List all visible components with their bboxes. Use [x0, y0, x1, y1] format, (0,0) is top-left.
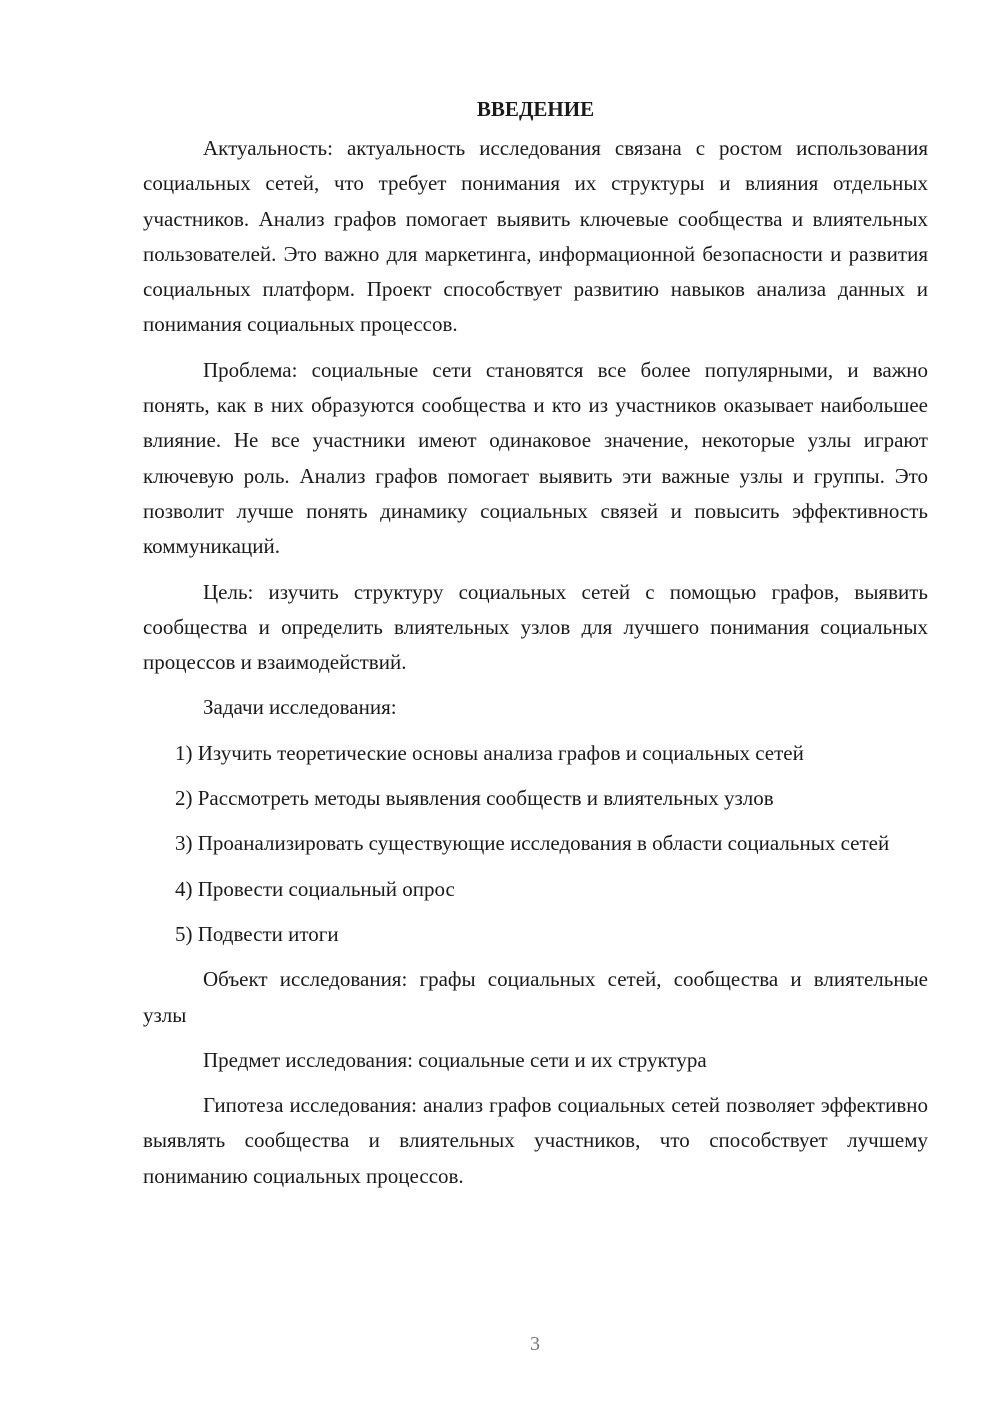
paragraph-object: Объект исследования: графы социальных сетей, сообщества и влиятельные узлы: [143, 967, 928, 1027]
paragraph-relevance: Актуальность: актуальность исследования связана с ростом использования социальных сетей, что требует понимания их структуры и влияния отдельных участников. Анализ графов помогает выявить ключевые сообщества и влиятельных пользователей. Это важно для маркетинга, информационной безопасности и развития социальных платформ. Проект способствует развитию навыков анализа данных и понимания социальных процессов.: [143, 136, 928, 337]
document-page: [143, 92, 928, 1204]
task-item: 5) Подвести итоги: [175, 921, 339, 946]
task-item: 2) Рассмотреть методы выявления сообществ и влиятельных узлов: [175, 786, 774, 811]
task-item: 1) Изучить теоретические основы анализа графов и социальных сетей: [175, 740, 804, 765]
task-item: 4) Провести социальный опрос: [175, 876, 455, 901]
page-title: ВВЕДЕНИЕ: [476, 97, 595, 121]
paragraph-problem: Проблема: социальные сети становятся все более популярными, и важно понять, как в них образуются сообщества и кто из участников оказывает наибольшее влияние. Не все участники имеют одинаковое значение, некоторые узлы играют ключевую роль. Анализ графов помогает выявить эти важные узлы и группы. Это позволит лучше понять динамику социальных связей и повысить эффективность коммуникаций.: [143, 357, 928, 559]
task-item: 3) Проанализировать существующие исследования в области социальных сетей: [175, 831, 890, 856]
paragraph-hypothesis: Гипотеза исследования: анализ графов социальных сетей позволяет эффективно выявлять сообщества и влиятельных участников, что способствует лучшему пониманию социальных процессов.: [143, 1093, 928, 1188]
paragraph-subject: Предмет исследования: социальные сети и их структура: [203, 1047, 707, 1072]
paragraph-goal: Цель: изучить структуру социальных сетей с помощью графов, выявить сообщества и определить влиятельных узлов для лучшего понимания социальных процессов и взаимодействий.: [143, 579, 928, 675]
paragraph-tasks-heading: Задачи исследования:: [203, 695, 397, 720]
page-number: 3: [530, 1333, 540, 1355]
